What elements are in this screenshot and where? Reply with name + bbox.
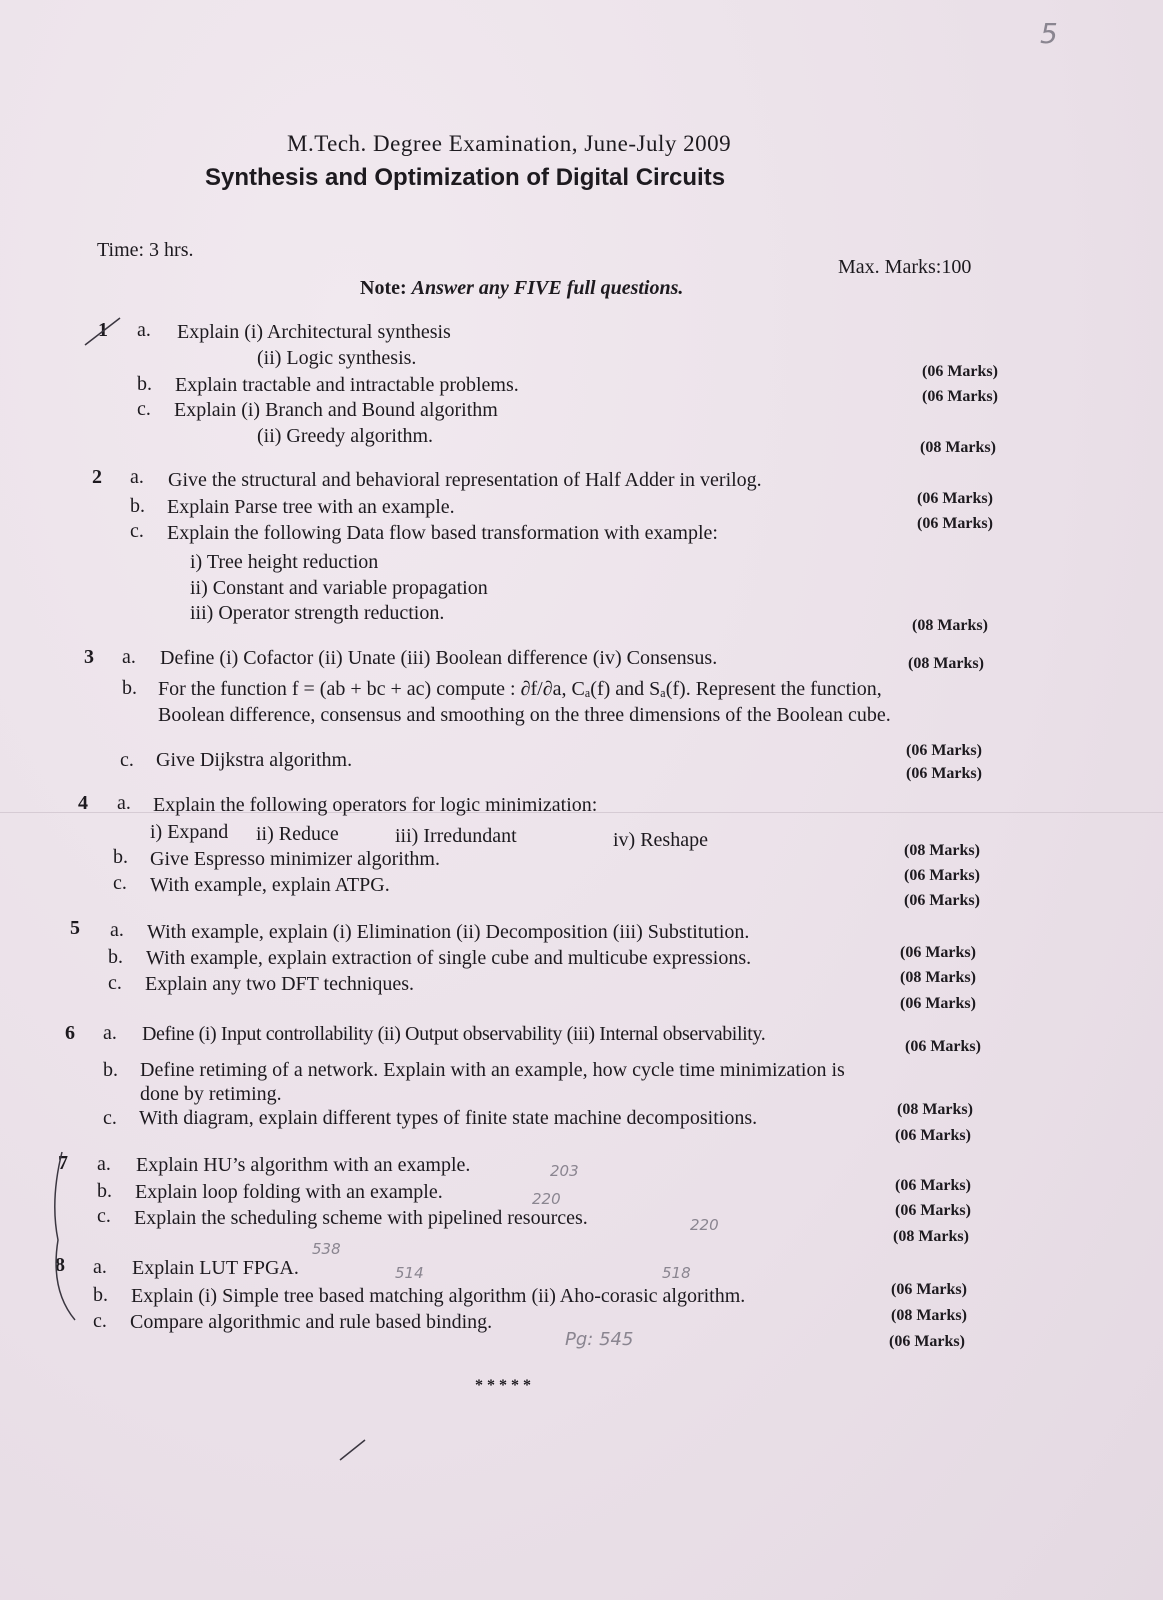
question-text: Explain LUT FPGA. [132,1257,299,1279]
operator-item: iii) Irredundant [395,825,517,847]
marks: (06 Marks) [900,995,976,1012]
marks: (08 Marks) [891,1307,967,1324]
sub-item: i) Tree height reduction [190,551,379,573]
handwritten-note: 220 [532,1190,561,1208]
question-number: 1 [98,319,108,341]
question-number: 7 [58,1152,68,1174]
question-text: Give Espresso minimizer algorithm. [150,848,440,870]
marks: (08 Marks) [904,842,980,859]
marks: (06 Marks) [900,944,976,961]
marks: (06 Marks) [891,1281,967,1298]
question-text: Compare algorithmic and rule based binding. [130,1311,493,1333]
marks: (06 Marks) [922,388,998,405]
part-label: b. [137,373,152,395]
question-text: Boolean difference, consensus and smoothing on the three dimensions of the Boolean cube. [158,704,891,726]
marks: (06 Marks) [917,515,993,532]
question-text: (ii) Greedy algorithm. [257,425,434,447]
part-label: a. [137,319,151,341]
marks: (08 Marks) [893,1228,969,1245]
marks: (06 Marks) [906,742,982,759]
question-number: 8 [55,1254,65,1276]
part-label: b. [113,846,128,868]
operator-item: iv) Reshape [613,829,708,851]
question-number: 3 [84,646,94,668]
part-label: c. [113,872,127,894]
question-text: With example, explain (i) Elimination (ii) Decomposition (iii) Substitution. [147,921,750,943]
question-text: Define (i) Input controllability (ii) Output observability (iii) Internal observability. [142,1023,766,1045]
note-text: Answer any FIVE full questions. [411,277,684,299]
question-number: 2 [92,466,102,488]
exam-title: M.Tech. Degree Examination, June-July 2009 [287,131,732,156]
tick-mark [85,318,120,345]
sub-item: iii) Operator strength reduction. [190,602,445,624]
handwritten-note: 203 [550,1162,579,1180]
part-label: a. [122,646,136,668]
marks: (06 Marks) [917,490,993,507]
part-label: a. [117,792,131,814]
marks: (08 Marks) [908,655,984,672]
part-label: a. [97,1153,111,1175]
marks: (06 Marks) [906,765,982,782]
question-text: Define (i) Cofactor (ii) Unate (iii) Boolean difference (iv) Consensus. [160,647,718,669]
question-text: Explain loop folding with an example. [135,1181,443,1203]
question-text: Define retiming of a network. Explain with an example, how cycle time minimization is [140,1059,845,1081]
marks: (06 Marks) [895,1177,971,1194]
question-text: Explain the following operators for logic minimization: [153,794,598,816]
marks: (08 Marks) [897,1101,973,1118]
question-text: With example, explain ATPG. [150,874,390,896]
time-label: Time: 3 hrs. [97,239,194,261]
question-text: Explain (i) Branch and Bound algorithm [174,399,498,421]
part-label: b. [103,1059,118,1081]
marks: (06 Marks) [895,1127,971,1144]
question-text: Give Dijkstra algorithm. [156,749,353,771]
question-text: Explain the scheduling scheme with pipelined resources. [134,1207,588,1229]
part-label: b. [93,1284,108,1306]
question-text: For the function f = (ab + bc + ac) compute : ∂f/∂a, Cₐ(f) and Sₐ(f). Represent the function, [158,678,882,700]
handwritten-note: 5 [1040,17,1058,50]
marks: (06 Marks) [904,892,980,909]
question-number: 6 [65,1022,75,1044]
subject-title: Synthesis and Optimization of Digital Circuits [205,164,726,191]
note-label: Note: [360,277,407,299]
part-label: a. [110,919,124,941]
part-label: c. [137,398,151,420]
marks: (06 Marks) [922,363,998,380]
operator-item: ii) Reduce [256,823,339,845]
marks: (08 Marks) [912,617,988,634]
part-label: b. [130,495,145,517]
part-label: c. [130,520,144,542]
marks: (06 Marks) [905,1038,981,1055]
question-text: Explain tractable and intractable problems. [175,374,519,396]
part-label: c. [93,1310,107,1332]
question-text: Explain Parse tree with an example. [167,496,455,518]
handwritten-note: Pg: 545 [565,1329,634,1350]
question-text: Explain (i) Simple tree based matching algorithm (ii) Aho-corasic algorithm. [131,1285,746,1307]
marks: (06 Marks) [889,1333,965,1350]
bracket-mark [55,1152,75,1320]
part-label: b. [122,677,137,699]
handwritten-note: 538 [312,1240,341,1258]
question-number: 4 [78,792,88,814]
handwritten-note: 220 [690,1216,719,1234]
question-text: Give the structural and behavioral representation of Half Adder in verilog. [168,469,762,491]
part-label: b. [97,1180,112,1202]
part-label: c. [108,972,122,994]
handwritten-note: 514 [395,1264,424,1282]
marks: (08 Marks) [900,969,976,986]
max-marks: Max. Marks:100 [838,256,972,278]
question-number: 5 [70,917,80,939]
question-text: Explain HU’s algorithm with an example. [136,1154,471,1176]
part-label: a. [103,1022,117,1044]
pen-stroke [340,1440,365,1460]
part-label: b. [108,946,123,968]
part-label: c. [120,749,134,771]
operator-item: i) Expand [150,821,229,843]
part-label: a. [93,1256,107,1278]
question-text: Explain the following Data flow based transformation with example: [167,522,718,544]
question-text: (ii) Logic synthesis. [257,347,417,369]
question-text: done by retiming. [140,1083,282,1105]
marks: (08 Marks) [920,439,996,456]
marks: (06 Marks) [904,867,980,884]
part-label: c. [103,1107,117,1129]
sub-item: ii) Constant and variable propagation [190,577,488,599]
part-label: c. [97,1205,111,1227]
question-text: With diagram, explain different types of finite state machine decompositions. [139,1107,758,1129]
question-text: With example, explain extraction of single cube and multicube expressions. [146,947,752,969]
question-text: Explain (i) Architectural synthesis [177,321,451,343]
handwritten-note: 518 [662,1264,691,1282]
part-label: a. [130,466,144,488]
question-text: Explain any two DFT techniques. [145,973,415,995]
marks: (06 Marks) [895,1202,971,1219]
end-marker: * * * * * [475,1377,531,1394]
